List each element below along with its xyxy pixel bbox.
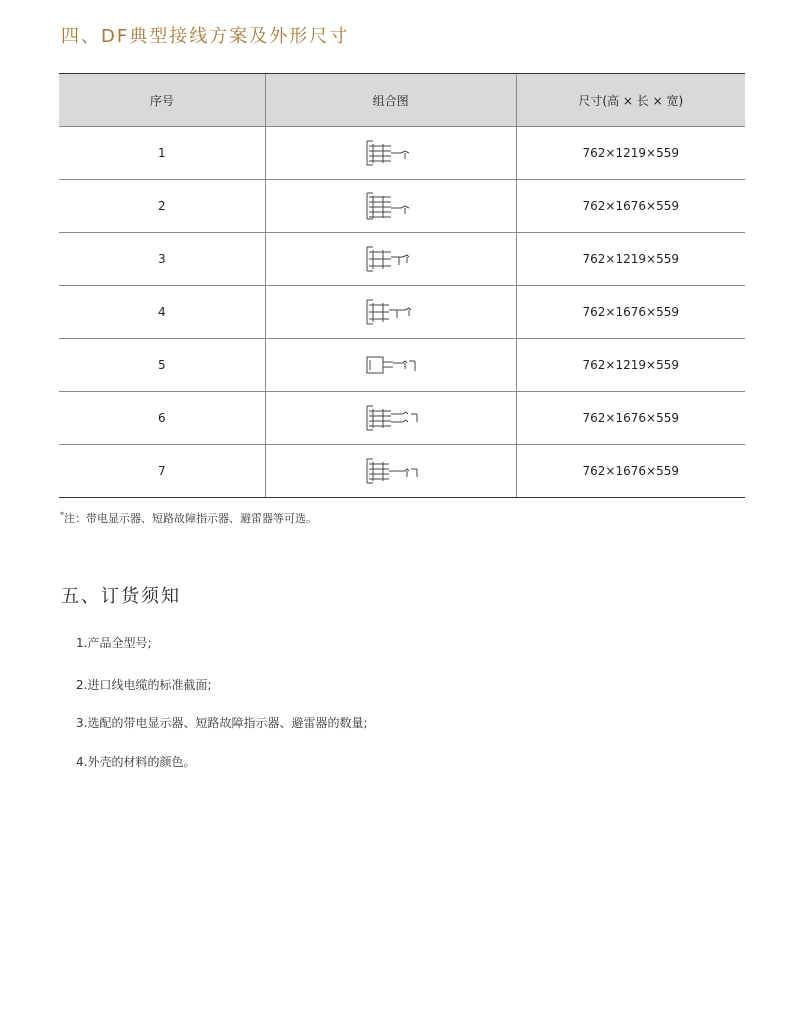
- table-row: [59, 233, 745, 286]
- row-diagram: [265, 127, 516, 180]
- row-size: 762×1219×559: [516, 127, 745, 180]
- row-diagram: [265, 339, 516, 392]
- header-size: 尺寸(高 × 长 × 宽): [516, 74, 745, 127]
- 5-way-fuse-arm-icon: [361, 192, 421, 220]
- 2-way-box-arm-icon: [361, 351, 421, 379]
- row-size: 762×1219×559: [516, 339, 745, 392]
- row-number: 1: [59, 127, 265, 180]
- order-item: 4.外壳的材料的颜色。: [76, 755, 196, 769]
- 4-way-long-arm-icon: [361, 457, 421, 485]
- table-row: [59, 286, 745, 339]
- row-diagram: [265, 445, 516, 498]
- row-size: 762×1676×559: [516, 180, 745, 233]
- 4-way-box-arm-icon: [361, 404, 421, 432]
- row-diagram: [265, 233, 516, 286]
- section-title-dimensions: 四、DF典型接线方案及外形尺寸: [61, 26, 350, 47]
- footnote-mark: *: [60, 510, 64, 520]
- order-item: 2.进口线电缆的标准截面;: [76, 678, 212, 692]
- row-size: 762×1219×559: [516, 233, 745, 286]
- row-number: 5: [59, 339, 265, 392]
- order-item: 3.选配的带电显示器、短路故障指示器、避雷器的数量;: [76, 716, 368, 730]
- table-row: [59, 392, 745, 445]
- row-number: 7: [59, 445, 265, 498]
- row-size: 762×1676×559: [516, 286, 745, 339]
- row-number: 4: [59, 286, 265, 339]
- order-item: 1.产品全型号;: [76, 636, 152, 650]
- dimensions-table: [59, 73, 745, 498]
- footnote-text: 注：带电显示器、短路故障指示器、避雷器等可选。: [64, 512, 317, 525]
- row-diagram: [265, 180, 516, 233]
- 4-way-fuse-arm-icon: [361, 139, 421, 167]
- header-number: 序号: [59, 74, 265, 127]
- table-footnote: [60, 510, 317, 526]
- table-row: [59, 339, 745, 392]
- table-row: [59, 445, 745, 498]
- row-number: 2: [59, 180, 265, 233]
- row-number: 6: [59, 392, 265, 445]
- row-diagram: [265, 392, 516, 445]
- section-title-ordering: 五、订货须知: [61, 586, 181, 607]
- header-diagram: 组合图: [265, 74, 516, 127]
- table-row: [59, 127, 745, 180]
- row-size: 762×1676×559: [516, 392, 745, 445]
- row-diagram: [265, 286, 516, 339]
- table-row: [59, 180, 745, 233]
- 3-way-split-arm-icon: [361, 298, 421, 326]
- table-header-row: [59, 74, 745, 127]
- row-number: 3: [59, 233, 265, 286]
- row-size: 762×1676×559: [516, 445, 745, 498]
- 3-way-double-arm-icon: [361, 245, 421, 273]
